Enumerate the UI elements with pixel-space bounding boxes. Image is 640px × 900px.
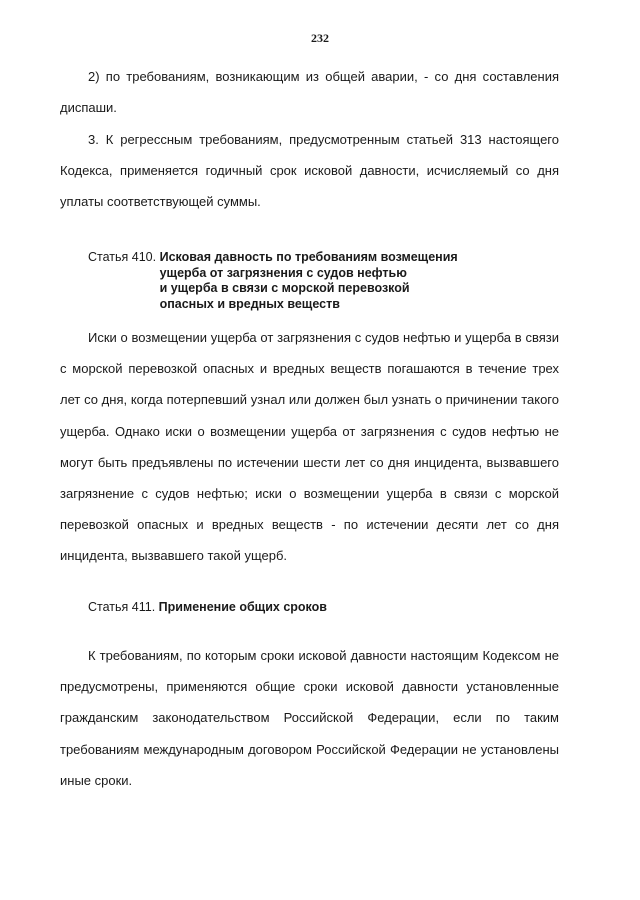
article-410-heading <box>88 250 458 312</box>
page-number: 232 <box>311 31 329 45</box>
article-410-title-line: ущерба от загрязнения с судов нефтью <box>159 265 407 280</box>
article-411-label: Статья 411. <box>88 600 159 614</box>
article-410-title-line: опасных и вредных веществ <box>159 296 340 311</box>
paragraph-recourse-claims: 3. К регрессным требованиям, предусмотренным статьей 313 настоящего Кодекса, применяется годичный срок исковой давности, исчисляемый со дня уплаты соответствующей суммы. <box>60 132 559 210</box>
article-410-title-line: Исковая давность по требованиям возмещения <box>159 250 458 264</box>
article-411-heading <box>88 600 327 616</box>
article-410-title <box>160 250 458 312</box>
paragraph-general-average: 2) по требованиям, возникающим из общей аварии, - со дня составления диспаши. <box>60 69 559 116</box>
article-410-body: Иски о возмещении ущерба от загрязнения с судов нефтью и ущерба в связи с морской перевозкой опасных и вредных веществ погашаются в течение трех лет со дня, когда потерпевший узнал или должен был узнать о причинении такого ущерба. Однако иски о возмещении ущерба от загрязнения с судов нефтью не могут быть предъявлены по истечении шести лет со дня инцидента, вызвавшего загрязнение с судов нефтью; иски о возмещении ущерба в связи с морской перевозкой опасных и вредных веществ - по истечении десяти лет со дня инцидента, вызвавшего такой ущерб. <box>60 330 559 564</box>
article-410-label: Статья 410. <box>88 250 160 264</box>
article-411-title: Применение общих сроков <box>158 600 327 614</box>
article-411-body: К требованиям, по которым сроки исковой давности настоящим Кодексом не предусмотрены, применяются общие сроки исковой давности установленные гражданским законодательством Российской Федерации, если по таким требованиям международным договором Российской Федерации не установлены иные сроки. <box>60 648 559 788</box>
article-410-title-line: и ущерба в связи с морской перевозкой <box>159 281 410 295</box>
